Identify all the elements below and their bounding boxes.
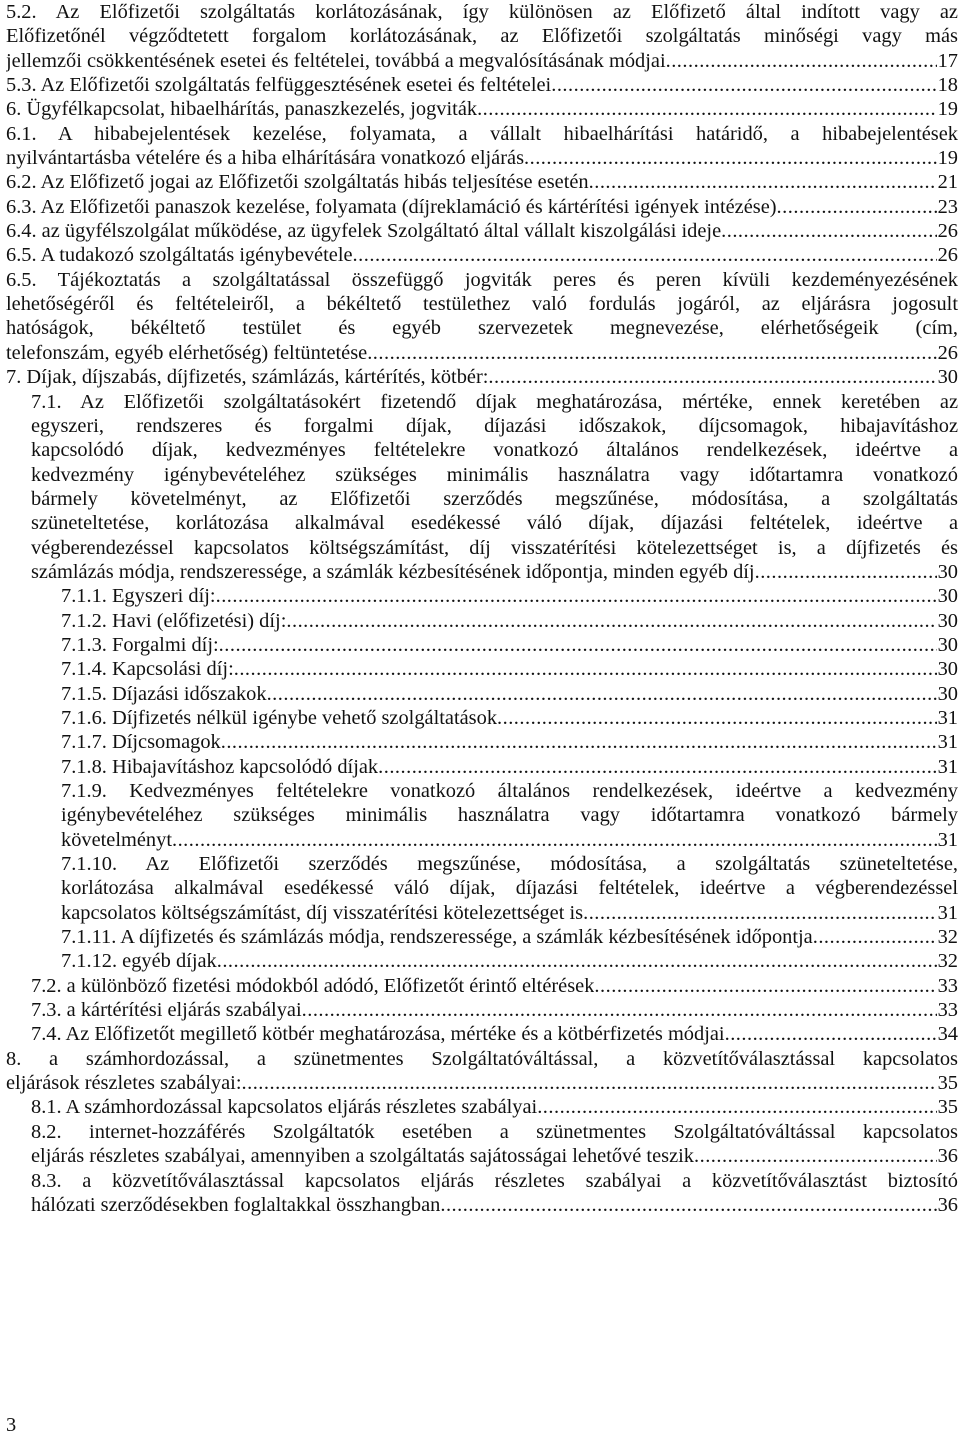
toc-entry[interactable] (0, 730, 960, 754)
toc-entry-title: 6.5. A tudakozó szolgáltatás igénybevétele (6, 244, 353, 267)
toc-entry-title: 7.1.6. Díjfizetés nélkül igénybe vehető szolgáltatások (61, 706, 498, 729)
toc-entry-line (61, 925, 958, 949)
toc-entry-title: kapcsolatos költségszámítást, díj visszatérítési kötelezettséget is (61, 901, 584, 924)
toc-entry-title: 7.1.2. Havi (előfizetési) díj: (61, 609, 287, 632)
toc-page-number: 36 (937, 1193, 958, 1216)
toc-entry[interactable] (0, 998, 960, 1022)
toc-entry-text: egyszeri, rendszeres és forgalmi díjak, díjazási időszakok, díjcsomagok, hibajavításhoz (31, 414, 958, 437)
toc-page-number: 36 (937, 1145, 958, 1168)
toc-page-number: 32 (937, 926, 958, 949)
toc-entry[interactable] (0, 122, 960, 171)
toc-entry-title: 7.3. a kártérítési eljárás szabályai (31, 999, 302, 1022)
toc-page-number: 30 (937, 366, 958, 389)
dot-leader (367, 341, 936, 365)
toc-entry[interactable] (0, 609, 960, 633)
toc-entry-text: kapcsolódó díjak, kedvezményes feltételekre vonatkozó általános rendelkezések, ideértve a (31, 439, 958, 462)
dot-leader (594, 974, 936, 998)
toc-entry-title: 6.4. az ügyfélszolgálat működése, az ügyfelek Szolgáltató által vállalt kiszolgálási ideje (6, 220, 722, 243)
toc-entry-text: 5.2. Az Előfizetői szolgáltatás korlátozásának, így különösen az Előfizető által indított vagy az (6, 1, 958, 23)
toc-entry[interactable] (0, 925, 960, 949)
toc-entry-text: 8.2. internet-hozzáférés Szolgáltatók esetében a szünetmentes Szolgáltatóváltással kapcsolatos (31, 1120, 958, 1143)
toc-entry-title: 8.1. A számhordozással kapcsolatos eljárás részletes szabályai (31, 1096, 538, 1119)
toc-entry-text: 8.3. a közvetítőválasztással kapcsolatos eljárás részletes szabályai a közvetítőválasztást biztosító (31, 1169, 958, 1192)
toc-entry-line (6, 146, 958, 170)
toc-entry-line (61, 657, 958, 681)
toc-page-number: 33 (937, 974, 958, 997)
toc-entry-title: 7.1.12. egyéb díjak (61, 950, 217, 973)
toc-entry[interactable] (0, 682, 960, 706)
toc-entry-line (31, 1169, 958, 1193)
dot-leader (488, 365, 936, 389)
toc-entry-title: telefonszám, egyéb elérhetőség) feltüntetése (6, 341, 368, 364)
dot-leader (477, 97, 937, 121)
toc-entry[interactable] (0, 1095, 960, 1119)
toc-entry-line (61, 803, 958, 827)
toc-entry-title: 7.1.8. Hibajavításhoz kapcsolódó díjak (61, 755, 379, 778)
toc-entry-line (31, 1193, 958, 1217)
toc-page-number: 30 (937, 633, 958, 656)
dot-leader (497, 706, 937, 730)
toc-entry-line (61, 584, 958, 608)
toc-entry[interactable] (0, 219, 960, 243)
toc-entry-text: igénybevételéhez szükséges minimális használatra vagy időtartamra vonatkozó bármely (61, 804, 958, 827)
toc-entry-line (31, 998, 958, 1022)
toc-entry-line (31, 463, 958, 487)
dot-leader (353, 243, 937, 267)
toc-page-number: 30 (937, 585, 958, 608)
toc-page-number: 23 (937, 195, 958, 218)
toc-entry[interactable] (0, 1022, 960, 1046)
dot-leader (725, 1022, 937, 1046)
toc-entry[interactable] (0, 755, 960, 779)
toc-page-number: 18 (937, 74, 958, 97)
dot-leader (524, 146, 937, 170)
dot-leader (813, 925, 937, 949)
toc-entry-title: 7.1.1. Egyszeri díj: (61, 585, 216, 608)
toc-page-number: 31 (937, 706, 958, 729)
toc-page-number: 21 (937, 171, 958, 194)
toc-entry-line (61, 828, 958, 852)
dot-leader (583, 901, 937, 925)
toc-page-number: 30 (937, 682, 958, 705)
toc-entry-line (31, 511, 958, 535)
toc-entry-line (31, 1095, 958, 1119)
toc-entry-line (6, 73, 958, 97)
dot-leader (219, 633, 937, 657)
toc-entry-text: 8. a számhordozással, a szünetmentes Szolgáltatóváltással, a közvetítőválasztással kapcsolatos (6, 1047, 958, 1070)
toc-entry[interactable] (0, 852, 960, 925)
toc-entry-line (31, 1144, 958, 1168)
toc-entry-title: 7.1.7. Díjcsomagok (61, 731, 221, 754)
toc-entry-title: 6.3. Az Előfizetői panaszok kezelése, folyamata (díjreklamáció és kártérítési igények intézése) (6, 195, 777, 218)
dot-leader (216, 584, 937, 608)
dot-leader (537, 1095, 936, 1119)
toc-entry-line (61, 755, 958, 779)
dot-leader (666, 49, 937, 73)
toc-page-number: 30 (937, 609, 958, 632)
dot-leader (440, 1193, 936, 1217)
toc-entry[interactable] (0, 390, 960, 585)
toc-page-number: 26 (937, 341, 958, 364)
toc-entry-line (61, 949, 958, 973)
toc-entry-title: 7.4. Az Előfizetőt megillető kötbér meghatározása, mértéke és a kötbérfizetés módjai (31, 1023, 725, 1046)
toc-page-number: 35 (937, 1096, 958, 1119)
dot-leader (234, 657, 937, 681)
toc-entry-text: hatóságok, békéltető testület és egyéb szervezetek megnevezése, elérhetőségeik (cím, (6, 317, 958, 340)
toc-page-number: 19 (937, 98, 958, 121)
toc-entry-text: lehetőségéről és feltételeiről, a békéltető testülethez való fordulás jogáról, az eljárásra jogosult (6, 293, 958, 316)
toc-page-number: 26 (937, 244, 958, 267)
toc-page-number: 35 (937, 1072, 958, 1095)
toc-page-number: 30 (937, 560, 958, 583)
toc-entry-title: 6. Ügyfélkapcsolat, hibaelhárítás, panaszkezelés, jogviták (6, 98, 478, 121)
toc-entry-line (6, 268, 958, 292)
toc-page-number: 31 (937, 755, 958, 778)
dot-leader (777, 195, 937, 219)
toc-entry-line (31, 536, 958, 560)
toc-page-number: 30 (937, 658, 958, 681)
dot-leader (242, 1071, 937, 1095)
toc-entry[interactable] (0, 365, 960, 389)
toc-entry[interactable] (0, 243, 960, 267)
toc-entry[interactable] (0, 657, 960, 681)
dot-leader (302, 998, 937, 1022)
toc-entry-text: 6.5. Tájékoztatás a szolgáltatással összefüggő jogviták peres és peren kívüli kezdeményezésének (6, 268, 958, 291)
toc-entry-title: 7.1.3. Forgalmi díj: (61, 633, 219, 656)
toc-page-number: 17 (937, 49, 958, 72)
dot-leader (589, 170, 937, 194)
toc-entry[interactable] (0, 779, 960, 852)
toc-entry-title: követelményt (61, 828, 172, 851)
toc-entry-line (31, 1120, 958, 1144)
toc-entry-line (6, 1071, 958, 1095)
toc-entry-line (31, 390, 958, 414)
toc-entry[interactable] (0, 1169, 960, 1218)
toc-entry-line (61, 876, 958, 900)
toc-entry-line (61, 730, 958, 754)
toc-page-number: 32 (937, 950, 958, 973)
toc-entry-line (6, 195, 958, 219)
toc-entry[interactable] (0, 195, 960, 219)
toc-entry-line (6, 341, 958, 365)
toc-entry-text: 6.1. A hibabejelentések kezelése, folyamata, a vállalt hibaelhárítási határidő, a hibabejelentések (6, 122, 958, 145)
toc-entry-line (6, 292, 958, 316)
toc-page-number: 31 (937, 901, 958, 924)
toc-entry-title: 7.1.5. Díjazási időszakok (61, 682, 267, 705)
toc-entry-text: kedvezmény igénybevételéhez szükséges minimális használatra vagy időtartamra vonatkozó (31, 463, 958, 486)
toc-entry-title: 7. Díjak, díjszabás, díjfizetés, számlázás, kártérítés, kötbér: (6, 366, 489, 389)
toc-entry[interactable] (0, 584, 960, 608)
toc-page-number: 31 (937, 731, 958, 754)
dot-leader (217, 949, 937, 973)
toc-entry[interactable] (0, 268, 960, 365)
toc-entry-line (31, 560, 958, 584)
toc-entry-line (61, 609, 958, 633)
dot-leader (694, 1144, 937, 1168)
toc-entry-title: eljárások részletes szabályai: (6, 1072, 242, 1095)
toc-entry-text: 7.1. Az Előfizetői szolgáltatásokért fizetendő díjak meghatározása, mértéke, ennek keretében az (31, 390, 958, 413)
toc-page-number: 33 (937, 999, 958, 1022)
dot-leader (267, 682, 937, 706)
dot-leader (221, 730, 937, 754)
toc-page-number: 26 (937, 220, 958, 243)
dot-leader (286, 609, 936, 633)
page-number: 3 (6, 1414, 17, 1436)
toc-entry-line (6, 0, 958, 24)
toc-entry-line (31, 438, 958, 462)
toc-entry-text: szüneteltetése, korlátozása alkalmával esedékessé váló díjak, díjazási feltételek, ideértve a (31, 512, 958, 535)
toc-entry-line (6, 316, 958, 340)
toc-page-number: 31 (937, 828, 958, 851)
toc-entry-title: jellemzői csökkentésének esetei és feltételei, továbbá a megvalósításának módjai (6, 49, 666, 72)
toc-entry-title: 7.1.11. A díjfizetés és számlázás módja, rendszeressége, a számlák kézbesítésének időpontja (61, 926, 813, 949)
toc-entry[interactable] (0, 97, 960, 121)
toc-entry-line (61, 901, 958, 925)
dot-leader (551, 73, 936, 97)
dot-leader (172, 828, 937, 852)
toc-entry[interactable] (0, 633, 960, 657)
toc-entry-text: korlátozása alkalmával esedékessé váló díjak, díjazási feltételek, ideértve a végberendezéssel (61, 877, 958, 900)
toc-entry-title: nyilvántartásba vételére és a hiba elhárítására vonatkozó eljárás (6, 147, 525, 170)
toc-entry-line (6, 365, 958, 389)
toc-entry-line (61, 706, 958, 730)
toc-entry-line (6, 170, 958, 194)
toc-entry-text: 7.1.9. Kedvezményes feltételekre vonatkozó általános rendelkezések, ideértve a kedvezmény (61, 780, 958, 802)
toc-entry-line (61, 852, 958, 876)
toc-entry[interactable] (0, 1120, 960, 1169)
toc-entry[interactable] (0, 949, 960, 973)
toc-entry-line (6, 243, 958, 267)
toc-entry-title: hálózati szerződésekben foglaltakkal összhangban (31, 1193, 441, 1216)
toc-entry-line (6, 219, 958, 243)
toc-entry-text: végberendezéssel kapcsolatos költségszámítást, díj visszatérítési kötelezettséget is, a díjfizetés és (31, 536, 958, 559)
toc-entry-line (61, 779, 958, 803)
toc-entry-title: 5.3. Az Előfizetői szolgáltatás felfüggesztésének esetei és feltételei (6, 74, 552, 97)
toc-entry-title: számlázás módja, rendszeressége, a számlák kézbesítésének időpontja, minden egyéb díj (31, 560, 755, 583)
toc-entry-line (31, 487, 958, 511)
toc-entry[interactable] (0, 706, 960, 730)
toc-entry-line (61, 682, 958, 706)
toc-entry[interactable] (0, 170, 960, 194)
toc-page-number: 19 (937, 147, 958, 170)
toc-entry-line (6, 1047, 958, 1071)
toc-entry-line (31, 1022, 958, 1046)
toc-entry-line (31, 414, 958, 438)
toc-entry-title: 7.2. a különböző fizetési módokból adódó, Előfizetőt érintő eltérések (31, 974, 595, 997)
toc-entry[interactable] (0, 1047, 960, 1096)
toc-entry-title: 6.2. Az Előfizető jogai az Előfizetői szolgáltatás hibás teljesítése esetén (6, 171, 589, 194)
toc-entry-text: bármely követelményt, az Előfizetői szerződés megszűnése, módosítása, a szolgáltatás (31, 487, 958, 510)
dot-leader (721, 219, 936, 243)
toc-entry-text: 7.1.10. Az Előfizetői szerződés megszűnése, módosítása, a szolgáltatás szüneteltetése, (61, 853, 958, 876)
toc-entry-line (6, 24, 958, 48)
toc-entry-line (31, 974, 958, 998)
dot-leader (378, 755, 936, 779)
toc-entry[interactable] (0, 0, 960, 73)
toc-entry[interactable] (0, 974, 960, 998)
dot-leader (755, 560, 937, 584)
toc-entry-line (6, 49, 958, 73)
toc-entry-title: 7.1.4. Kapcsolási díj: (61, 658, 234, 681)
toc-page-number: 34 (937, 1023, 958, 1046)
toc-entry-line (6, 97, 958, 121)
toc-entry[interactable] (0, 73, 960, 97)
toc-entry-title: eljárás részletes szabályai, amennyiben a szolgáltatás sajátosságai lehetővé teszik (31, 1145, 694, 1168)
toc-entry-line (61, 633, 958, 657)
toc-entry-text: Előfizetőnél végződtetett forgalom korlátozásának, az Előfizetői szolgáltatás minőségi vagy más (6, 25, 958, 48)
toc-entry-line (6, 122, 958, 146)
